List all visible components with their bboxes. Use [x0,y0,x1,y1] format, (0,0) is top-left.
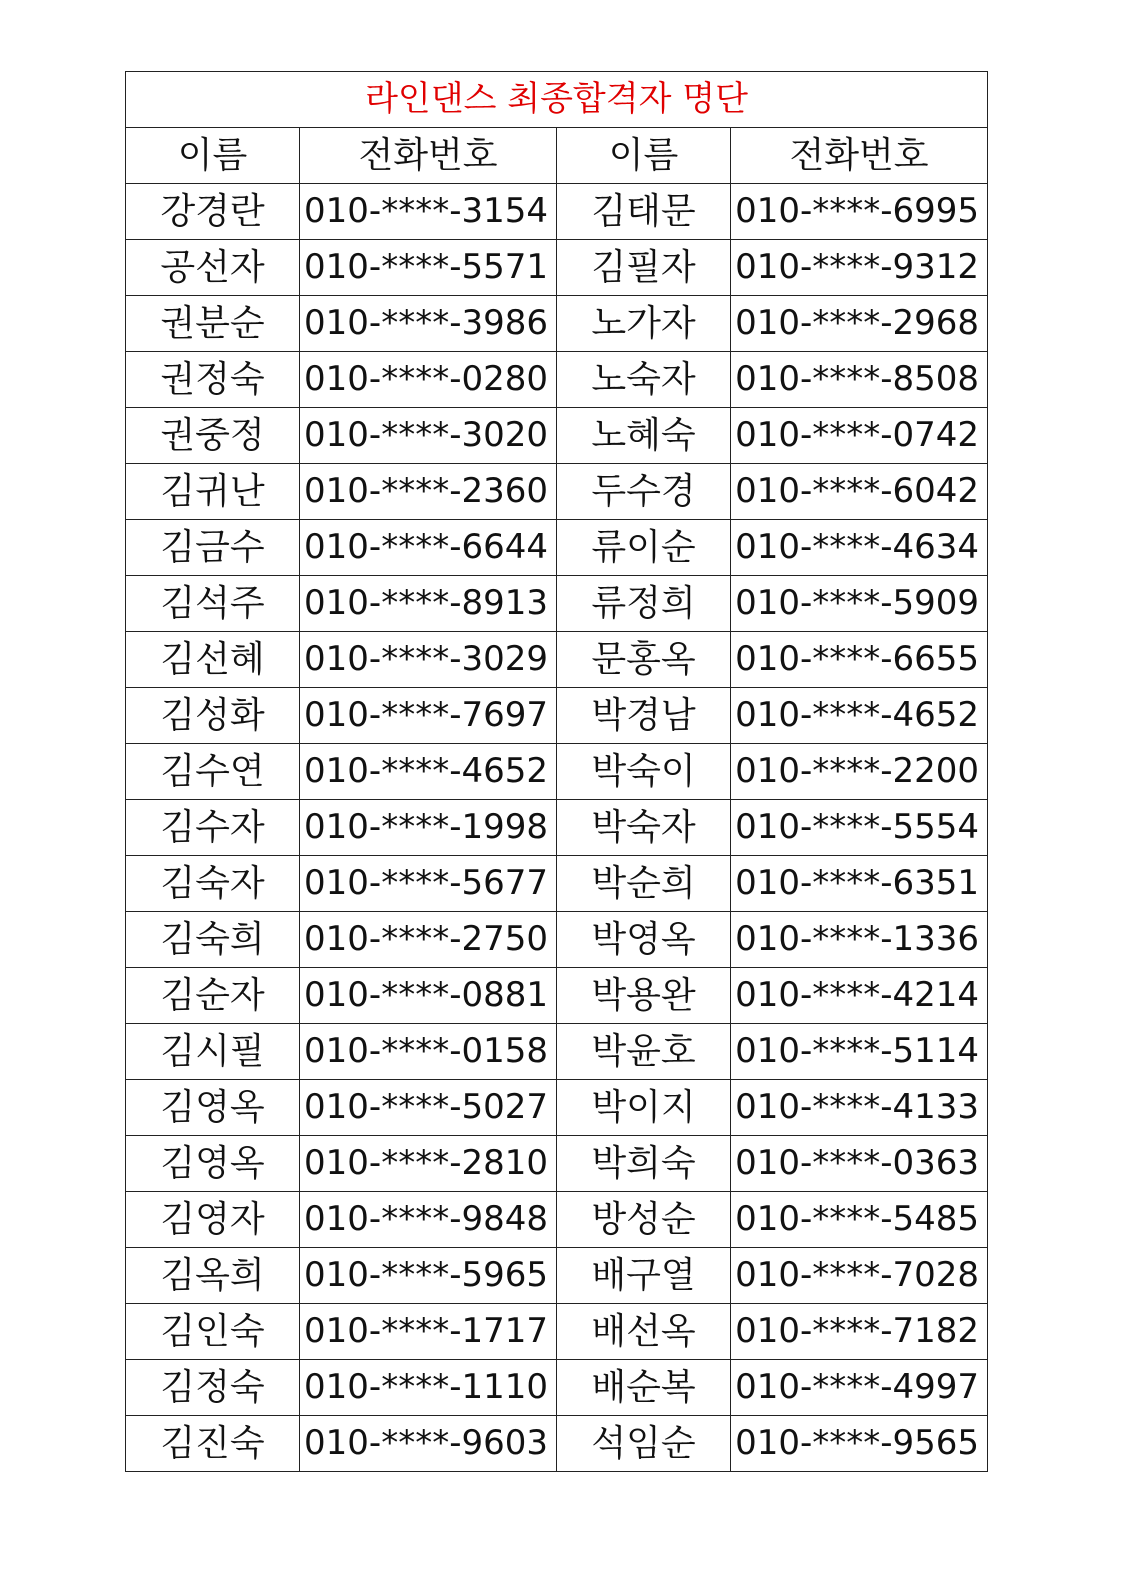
name-cell: 박희숙 [557,1136,731,1192]
table-row [126,184,988,240]
phone-cell: 010-****-6644 [300,520,557,576]
phone-cell: 010-****-5114 [731,1024,988,1080]
name-cell: 박영옥 [557,912,731,968]
name-cell: 권정숙 [126,352,300,408]
phone-cell: 010-****-0280 [300,352,557,408]
table-row [126,1248,988,1304]
column-header-phone: 전화번호 [300,128,557,184]
phone-cell: 010-****-5027 [300,1080,557,1136]
name-cell: 김영옥 [126,1136,300,1192]
phone-cell: 010-****-3029 [300,632,557,688]
phone-cell: 010-****-4997 [731,1360,988,1416]
phone-cell: 010-****-4652 [731,688,988,744]
name-cell: 김인숙 [126,1304,300,1360]
name-cell: 김선혜 [126,632,300,688]
name-cell: 김옥희 [126,1248,300,1304]
phone-cell: 010-****-7028 [731,1248,988,1304]
column-header-name: 이름 [126,128,300,184]
name-cell: 김정숙 [126,1360,300,1416]
table-row [126,576,988,632]
table-row [126,520,988,576]
phone-cell: 010-****-1998 [300,800,557,856]
table-row [126,1192,988,1248]
phone-cell: 010-****-2810 [300,1136,557,1192]
name-cell: 권중정 [126,408,300,464]
name-cell: 박숙이 [557,744,731,800]
name-cell: 박용완 [557,968,731,1024]
table-row [126,688,988,744]
name-cell: 김진숙 [126,1416,300,1472]
phone-cell: 010-****-5571 [300,240,557,296]
name-cell: 방성순 [557,1192,731,1248]
phone-cell: 010-****-6042 [731,464,988,520]
table-row [126,1080,988,1136]
name-cell: 박숙자 [557,800,731,856]
name-cell: 김태문 [557,184,731,240]
table-row [126,1360,988,1416]
name-cell: 박이지 [557,1080,731,1136]
name-cell: 배구열 [557,1248,731,1304]
phone-cell: 010-****-2200 [731,744,988,800]
name-cell: 김영자 [126,1192,300,1248]
name-cell: 노가자 [557,296,731,352]
table-row [126,744,988,800]
roster-table [125,71,988,1472]
phone-cell: 010-****-6351 [731,856,988,912]
name-cell: 박순희 [557,856,731,912]
name-cell: 박경남 [557,688,731,744]
phone-cell: 010-****-4634 [731,520,988,576]
name-cell: 류이순 [557,520,731,576]
table-row [126,408,988,464]
phone-cell: 010-****-9848 [300,1192,557,1248]
phone-cell: 010-****-5965 [300,1248,557,1304]
phone-cell: 010-****-5677 [300,856,557,912]
table-row [126,240,988,296]
phone-cell: 010-****-4133 [731,1080,988,1136]
name-cell: 김귀난 [126,464,300,520]
name-cell: 김영옥 [126,1080,300,1136]
phone-cell: 010-****-3020 [300,408,557,464]
name-cell: 김금수 [126,520,300,576]
phone-cell: 010-****-7182 [731,1304,988,1360]
name-cell: 배순복 [557,1360,731,1416]
phone-cell: 010-****-7697 [300,688,557,744]
name-cell: 공선자 [126,240,300,296]
table-row [126,856,988,912]
name-cell: 문홍옥 [557,632,731,688]
header-row [126,128,988,184]
phone-cell: 010-****-2360 [300,464,557,520]
name-cell: 권분순 [126,296,300,352]
table-row [126,352,988,408]
table-row [126,912,988,968]
column-header-phone: 전화번호 [731,128,988,184]
phone-cell: 010-****-1717 [300,1304,557,1360]
phone-cell: 010-****-8913 [300,576,557,632]
name-cell: 노숙자 [557,352,731,408]
page-title: 라인댄스 최종합격자 명단 [126,72,988,128]
name-cell: 두수경 [557,464,731,520]
table-row [126,1416,988,1472]
phone-cell: 010-****-0158 [300,1024,557,1080]
phone-cell: 010-****-4652 [300,744,557,800]
table-row [126,1136,988,1192]
phone-cell: 010-****-6995 [731,184,988,240]
table-row [126,800,988,856]
phone-cell: 010-****-4214 [731,968,988,1024]
phone-cell: 010-****-3154 [300,184,557,240]
name-cell: 김숙자 [126,856,300,912]
name-cell: 석임순 [557,1416,731,1472]
name-cell: 김숙희 [126,912,300,968]
phone-cell: 010-****-9565 [731,1416,988,1472]
phone-cell: 010-****-0742 [731,408,988,464]
title-row [126,72,988,128]
name-cell: 김성화 [126,688,300,744]
phone-cell: 010-****-5554 [731,800,988,856]
phone-cell: 010-****-0363 [731,1136,988,1192]
name-cell: 김시필 [126,1024,300,1080]
phone-cell: 010-****-9312 [731,240,988,296]
table-row [126,1304,988,1360]
table-row [126,632,988,688]
phone-cell: 010-****-0881 [300,968,557,1024]
name-cell: 김순자 [126,968,300,1024]
table-body [126,184,988,1472]
phone-cell: 010-****-9603 [300,1416,557,1472]
phone-cell: 010-****-6655 [731,632,988,688]
name-cell: 배선옥 [557,1304,731,1360]
name-cell: 노혜숙 [557,408,731,464]
phone-cell: 010-****-5909 [731,576,988,632]
table-row [126,968,988,1024]
name-cell: 류정희 [557,576,731,632]
phone-cell: 010-****-5485 [731,1192,988,1248]
column-header-name: 이름 [557,128,731,184]
phone-cell: 010-****-8508 [731,352,988,408]
name-cell: 김수연 [126,744,300,800]
name-cell: 김필자 [557,240,731,296]
phone-cell: 010-****-2968 [731,296,988,352]
name-cell: 강경란 [126,184,300,240]
phone-cell: 010-****-3986 [300,296,557,352]
table-row [126,1024,988,1080]
phone-cell: 010-****-1336 [731,912,988,968]
phone-cell: 010-****-1110 [300,1360,557,1416]
name-cell: 김석주 [126,576,300,632]
phone-cell: 010-****-2750 [300,912,557,968]
name-cell: 김수자 [126,800,300,856]
name-cell: 박윤호 [557,1024,731,1080]
table-row [126,296,988,352]
table-row [126,464,988,520]
